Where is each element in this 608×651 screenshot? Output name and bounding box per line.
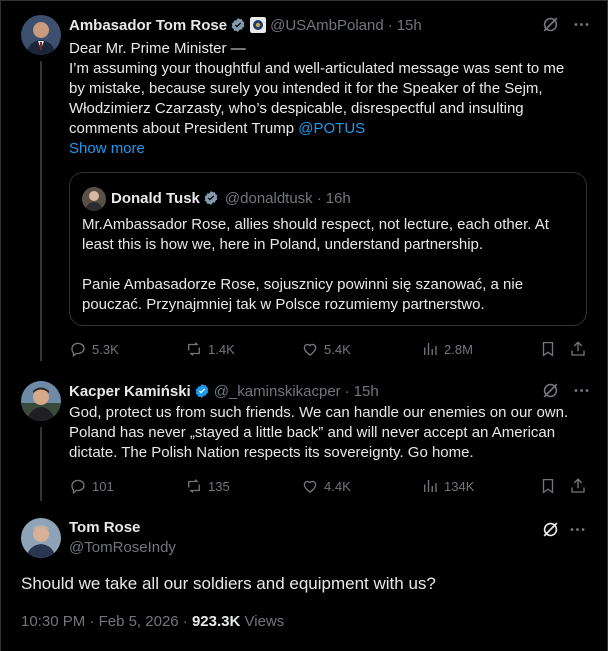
- main-post-text: Should we take all our soldiers and equipment with us?: [21, 574, 436, 593]
- quote-line: least this is how we, here in Poland, understand partnership.: [82, 236, 484, 253]
- share-icon: [569, 477, 587, 495]
- post-line: I’m assuming your thoughtful and well-articulated message was sent to me: [69, 60, 565, 77]
- views-count: 2.8M: [444, 341, 473, 357]
- post-line: Poland has never „stayed a little back” and will never accept an American: [69, 424, 556, 441]
- views-button[interactable]: [421, 476, 474, 496]
- share-icon: [569, 340, 587, 358]
- views-count: 134K: [444, 478, 475, 494]
- more-icon[interactable]: [572, 15, 591, 34]
- bookmark-button[interactable]: [539, 476, 557, 496]
- post-line: dictate. The Polish Nation respects its sovereignty. Go home.: [69, 444, 474, 461]
- bookmark-icon: [539, 477, 557, 495]
- post-kacper[interactable]: [1, 381, 608, 501]
- author-name[interactable]: Kacper Kamiński: [69, 382, 191, 400]
- more-icon[interactable]: [572, 381, 591, 400]
- repost-count: 135: [208, 478, 230, 494]
- quote-author-name[interactable]: Donald Tusk: [111, 189, 200, 207]
- reply-count: 101: [92, 478, 114, 494]
- post-date[interactable]: Feb 5, 2026: [98, 613, 179, 630]
- post-line: [69, 119, 589, 139]
- grok-icon[interactable]: [541, 15, 560, 34]
- like-count: 5.4K: [324, 341, 351, 357]
- like-button[interactable]: [301, 339, 351, 359]
- like-button[interactable]: [301, 476, 351, 496]
- avatar[interactable]: [21, 381, 61, 421]
- separator-dot: ·: [387, 16, 393, 34]
- share-button[interactable]: [569, 476, 587, 496]
- post-body: [69, 39, 589, 159]
- views-label: Views: [244, 613, 285, 630]
- flag-icon: [250, 17, 266, 33]
- thread-line: [40, 61, 42, 361]
- reply-button[interactable]: [69, 339, 119, 359]
- post-header: [69, 15, 422, 35]
- author-handle[interactable]: @_kaminskikacper: [213, 382, 341, 400]
- show-more-link[interactable]: Show more: [69, 140, 145, 157]
- views-icon: [421, 477, 439, 495]
- views-button[interactable]: [421, 339, 473, 359]
- post-line-text: comments about President Trump: [69, 120, 299, 137]
- reply-count: 5.3K: [92, 341, 119, 357]
- post-time[interactable]: 15h: [353, 382, 379, 400]
- reply-button[interactable]: [69, 476, 114, 496]
- repost-button[interactable]: [185, 476, 230, 496]
- quote-line: Panie Ambasadorze Rose, sojusznicy powinni się szanować, a nie: [82, 276, 524, 293]
- repost-icon: [185, 340, 203, 358]
- main-author-name[interactable]: Tom Rose: [69, 519, 141, 536]
- post-line: Włodzimierz Czarzasty, who’s despicable, disrespectful and insulting: [69, 100, 524, 117]
- repost-count: 1.4K: [208, 341, 235, 357]
- post-time[interactable]: 15h: [396, 16, 422, 34]
- post-meta: [21, 613, 284, 630]
- thread-line: [40, 427, 42, 501]
- quote-time[interactable]: 16h: [325, 189, 351, 207]
- repost-icon: [185, 477, 203, 495]
- main-author-handle[interactable]: @TomRoseIndy: [69, 539, 176, 556]
- post-line: Dear Mr. Prime Minister —: [69, 40, 246, 57]
- views-icon: [421, 340, 439, 358]
- author-name[interactable]: Ambasador Tom Rose: [69, 16, 228, 34]
- quote-avatar[interactable]: [82, 187, 106, 211]
- post-line: by mistake, because surely you intended it for the Speaker of the Sejm,: [69, 80, 543, 97]
- post-header: [69, 381, 379, 401]
- verified-icon: [230, 17, 246, 33]
- post-top-actions: [541, 381, 591, 400]
- like-icon: [301, 340, 319, 358]
- quote-author-handle[interactable]: @donaldtusk: [224, 189, 313, 207]
- share-button[interactable]: [569, 339, 587, 359]
- views-total: 923.3K: [191, 613, 241, 630]
- bookmark-button[interactable]: [539, 339, 557, 359]
- post-actions: [69, 476, 589, 496]
- quote-line: pouczać. Przynajmniej tak w Polsce rozumiemy partnerstwo.: [82, 296, 485, 313]
- verified-icon: [194, 383, 210, 399]
- post-actions: [69, 339, 589, 359]
- post-time[interactable]: 10:30 PM: [21, 613, 86, 630]
- main-avatar[interactable]: [21, 518, 61, 558]
- grok-icon[interactable]: [541, 520, 560, 539]
- quote-line: Mr.Ambassador Rose, allies should respect, not lecture, each other. At: [82, 216, 549, 233]
- post-line: God, protect us from such friends. We can handle our enemies on our own.: [69, 404, 569, 421]
- like-count: 4.4K: [324, 478, 351, 494]
- mention-link[interactable]: @POTUS: [298, 120, 366, 137]
- reply-icon: [69, 477, 87, 495]
- quote-header: [111, 187, 351, 209]
- quote-spacer: [82, 255, 576, 275]
- separator-dot: ·: [316, 189, 322, 207]
- bookmark-icon: [539, 340, 557, 358]
- like-icon: [301, 477, 319, 495]
- quoted-post[interactable]: [69, 172, 587, 326]
- post-body: [69, 403, 589, 463]
- avatar[interactable]: [21, 15, 61, 55]
- verified-icon: [203, 190, 219, 206]
- more-icon[interactable]: [568, 520, 587, 539]
- quote-body: [82, 215, 576, 315]
- repost-button[interactable]: [185, 339, 235, 359]
- separator-dot: ·: [182, 613, 192, 630]
- separator-dot: ·: [344, 382, 350, 400]
- author-handle[interactable]: @USAmbPoland: [270, 16, 384, 34]
- post-top-actions: [541, 15, 591, 34]
- separator-dot: ·: [89, 613, 99, 630]
- grok-icon[interactable]: [541, 381, 560, 400]
- reply-icon: [69, 340, 87, 358]
